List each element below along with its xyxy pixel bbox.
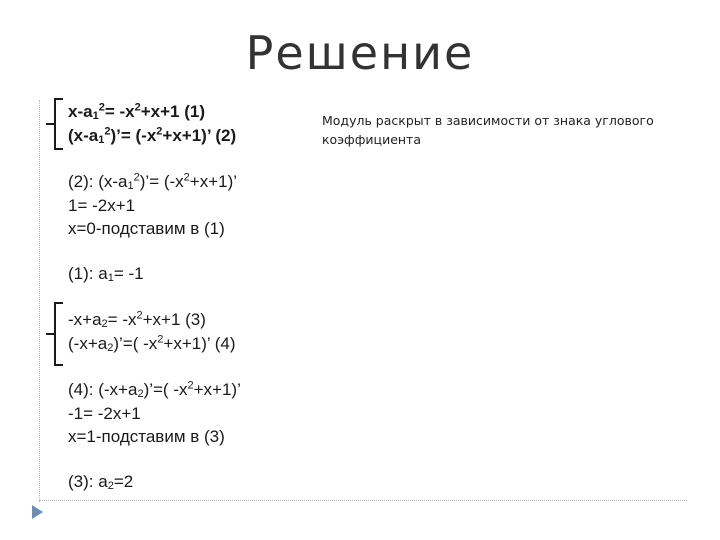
result-a1: (1): $a_1= -1$ [68, 264, 144, 284]
step-4-line-2: -1= -2x+1 [68, 404, 141, 423]
equation-4: $(-x+a_2)’=$( $-x^2+x+1$)’ (4) [68, 333, 236, 354]
horizontal-divider [39, 500, 687, 501]
step-4-line-1: (4): $(-x+a_2)’=$( $-x^2+x+1$)’ [68, 379, 241, 400]
triangle-arrow-icon [32, 505, 43, 519]
equation-1: $x-a_1^2= -x^2+x+1$ (1) [68, 101, 205, 122]
step-2-line-3: x=0-подставим в (1) [68, 219, 225, 238]
step-2-line-1: (2): $(x-a_1^2)’= (-x^2+x+1)$’ [68, 171, 238, 192]
equation-3: $-x+a_2= -x^2+x+1$ (3) [68, 309, 206, 330]
system-brace-2 [46, 302, 66, 366]
result-a2: (3): $a_2=2$ [68, 472, 134, 492]
step-2-line-2: 1= -2x+1 [68, 196, 136, 215]
system-brace-1 [46, 98, 66, 150]
equation-2: $(x-a_1^2)’= (-x^2+x+1)$’ (2) [68, 125, 237, 146]
slide-title: Решение [245, 26, 475, 80]
side-note: Модуль раскрыт в зависимости от знака углового коэффициента [322, 113, 654, 147]
vertical-divider [39, 100, 40, 502]
step-4-line-3: x=1-подставим в (3) [68, 427, 225, 446]
